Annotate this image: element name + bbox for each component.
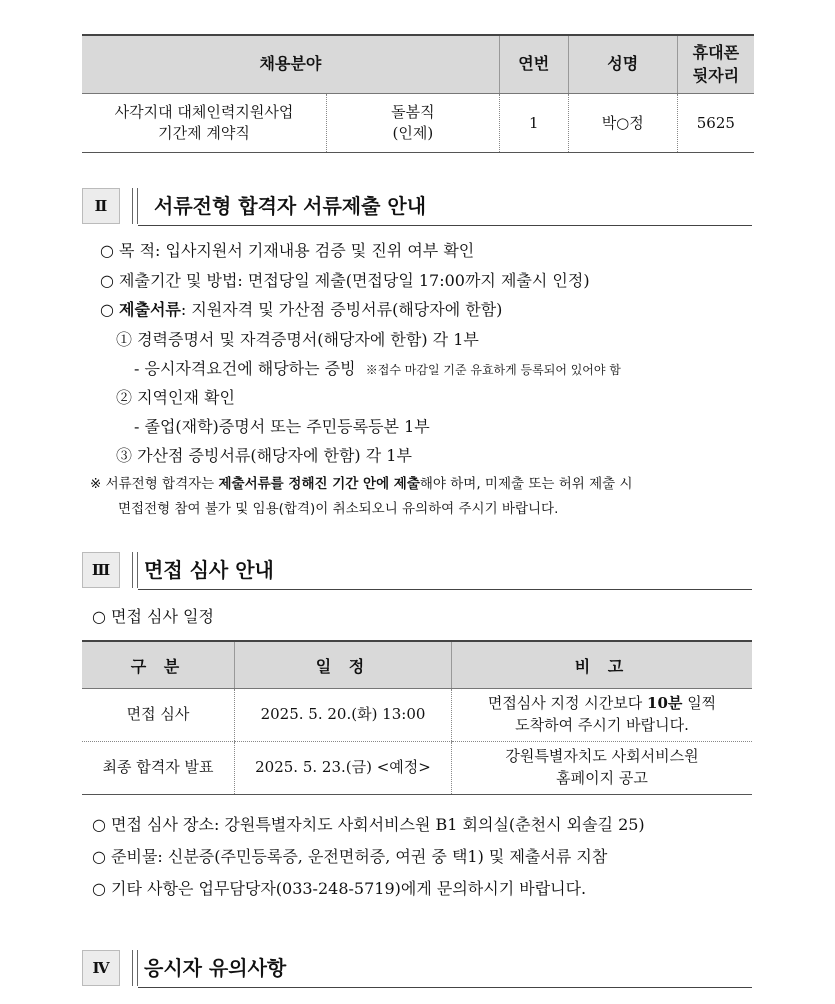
notice-line-2: 면접전형 참여 불가 및 임용(합격)이 취소되오니 유의하여 주시기 바랍니다. bbox=[118, 501, 559, 517]
divider bbox=[138, 987, 752, 988]
period-line: ○ 제출기간 및 방법: 면접당일 제출(면접당일 17:00까지 제출시 인정) bbox=[100, 271, 590, 290]
header-type: 구 분 bbox=[82, 641, 235, 689]
section-number: Ⅱ bbox=[82, 188, 120, 224]
cell-note: 강원특별자치도 사회서비스원 홈페이지 공고 bbox=[452, 742, 753, 795]
divider bbox=[138, 589, 752, 590]
cell-type: 최종 합격자 발표 bbox=[102, 758, 214, 777]
header-name: 성명 bbox=[568, 35, 677, 94]
items-line: ○ 준비물: 신분증(주민등록증, 운전면허증, 여권 중 택1) 및 제출서류 지참 bbox=[92, 847, 608, 866]
contact-line: ○ 기타 사항은 업무담당자(033-248-5719)에게 문의하시기 바랍니다. bbox=[92, 879, 587, 898]
cell-phone: 5625 bbox=[677, 94, 754, 153]
cell-name: 박○정 bbox=[568, 94, 677, 153]
cell-job: 돌봄직 (인제) bbox=[327, 94, 500, 153]
cell-note: 면접심사 지정 시간보다 10분 일찍 도착하여 주시기 바랍니다. bbox=[452, 689, 753, 742]
section-number: Ⅳ bbox=[82, 950, 120, 986]
section-title: 면접 심사 안내 bbox=[144, 558, 274, 582]
doc-item-2-sub: - 졸업(재학)증명서 또는 주민등록등본 1부 bbox=[134, 417, 430, 436]
recruit-result-table bbox=[82, 34, 754, 153]
cell-field: 사각지대 대체인력지원사업 기간제 계약직 bbox=[114, 103, 294, 142]
doc-item-2: ② 지역인재 확인 bbox=[116, 388, 235, 407]
doc-item-1: ① 경력증명서 및 자격증명서(해당자에 한함) 각 1부 bbox=[116, 330, 479, 349]
notice-line-1: ※ 서류전형 합격자는 제출서류를 정해진 기간 안에 제출해야 하며, 미제출 또는 허위 제출 시 bbox=[90, 476, 633, 492]
divider bbox=[132, 552, 138, 588]
cell-date: 2025. 5. 23.(금) <예정> bbox=[235, 742, 452, 795]
section-heading-3 bbox=[82, 552, 752, 588]
section-heading-2 bbox=[82, 188, 752, 224]
section-number: Ⅲ bbox=[82, 552, 120, 588]
docs-line: ○ 제출서류: 지원자격 및 가산점 증빙서류(해당자에 한함) bbox=[100, 300, 503, 319]
header-note: 비 고 bbox=[452, 641, 753, 689]
table-row bbox=[82, 742, 752, 795]
table-row bbox=[82, 689, 752, 742]
schedule-table bbox=[82, 640, 752, 795]
header-field: 채용분야 bbox=[82, 35, 499, 94]
place-line: ○ 면접 심사 장소: 강원특별자치도 사회서비스원 B1 회의실(춘천시 외솔길 25) bbox=[92, 815, 645, 834]
section-title: 서류전형 합격자 서류제출 안내 bbox=[154, 194, 427, 218]
divider bbox=[132, 950, 138, 986]
header-date: 일 정 bbox=[235, 641, 452, 689]
section-title: 응시자 유의사항 bbox=[144, 956, 287, 980]
header-phone: 휴대폰 뒷자리 bbox=[677, 35, 754, 94]
divider bbox=[138, 225, 752, 226]
cell-type: 면접 심사 bbox=[82, 689, 235, 742]
cell-no: 1 bbox=[499, 94, 568, 153]
schedule-label: ○ 면접 심사 일정 bbox=[92, 607, 214, 626]
table-row bbox=[82, 94, 754, 153]
section-heading-4 bbox=[82, 950, 752, 986]
header-no: 연번 bbox=[499, 35, 568, 94]
doc-item-3: ③ 가산점 증빙서류(해당자에 한함) 각 1부 bbox=[116, 446, 412, 465]
doc-item-1-sub: - 응시자격요건에 해당하는 증빙 ※접수 마감일 기준 유효하게 등록되어 있어야 함 bbox=[134, 359, 621, 378]
purpose-line: ○ 목 적: 입사지원서 기재내용 검증 및 진위 여부 확인 bbox=[100, 241, 475, 260]
cell-date: 2025. 5. 20.(화) 13:00 bbox=[235, 689, 452, 742]
divider bbox=[132, 188, 138, 224]
